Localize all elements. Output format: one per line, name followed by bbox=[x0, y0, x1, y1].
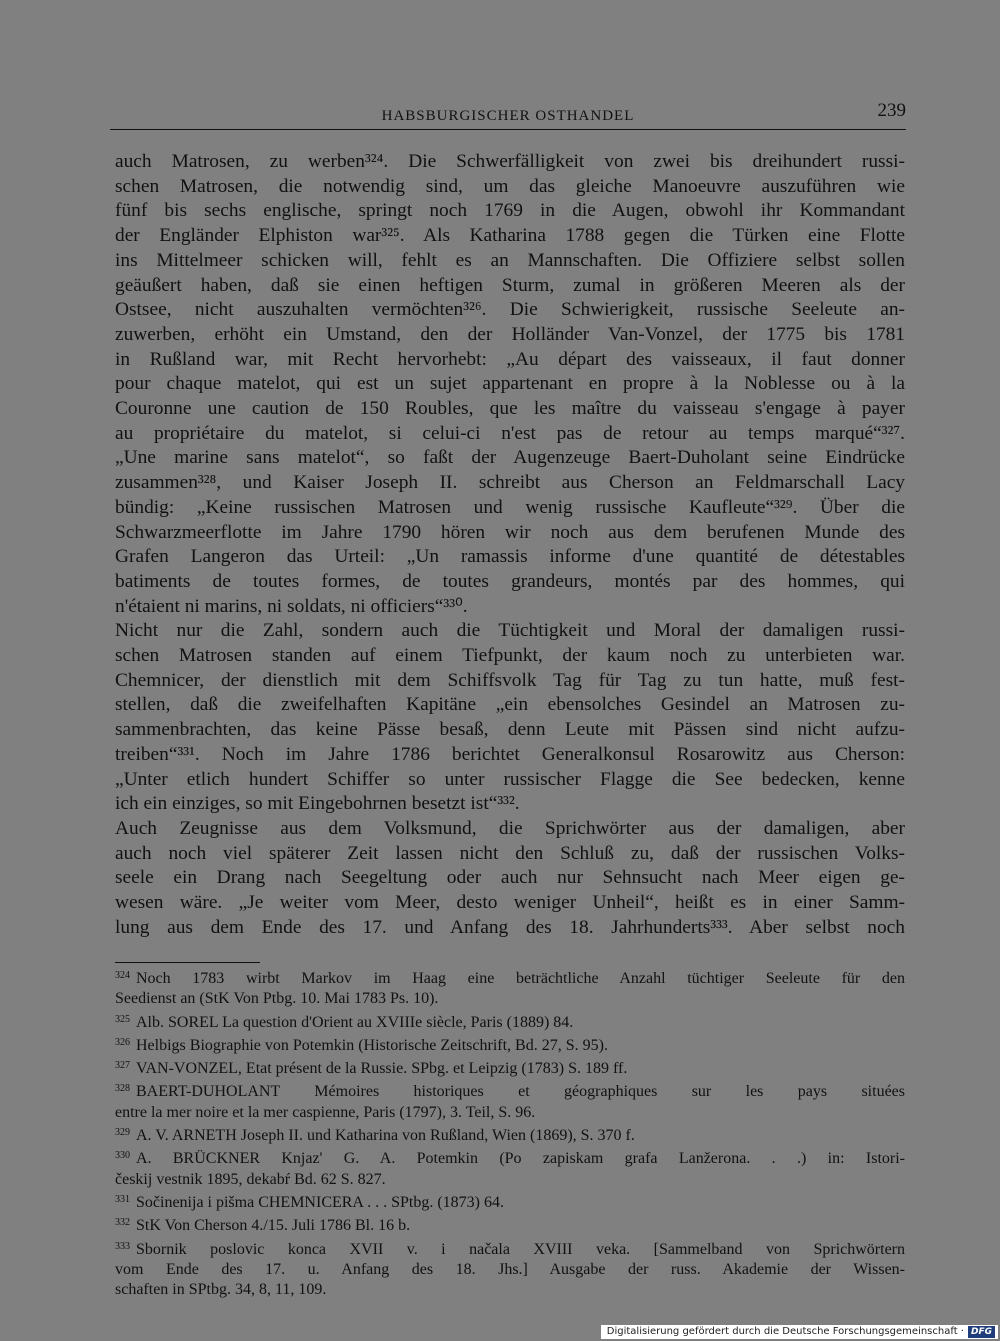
footnote bbox=[115, 1190, 905, 1213]
body-line: au propriétaire du matelot, si celui-ci n'est pas de retour au temps marqué“³²⁷. bbox=[115, 422, 905, 444]
body-line: geäußert haben, daß sie einen heftigen Sturm, zumal in größeren Meeren als der bbox=[115, 274, 905, 296]
body-line: schen Matrosen, die notwendig sind, um das gleiche Manoeuvre auszuführen wie bbox=[115, 175, 905, 197]
footnote-text: VAN-VONZEL, Etat présent de la Russie. SPbg. et Leipzig (1783) S. 189 ff. bbox=[136, 1060, 628, 1078]
body-line: zusammen³²⁸, und Kaiser Joseph II. schreibt aus Cherson an Feldmarschall Lacy bbox=[115, 472, 905, 494]
body-line: Auch Zeugnisse aus dem Volksmund, die Sprichwörter aus der damaligen, aber bbox=[115, 817, 905, 839]
footnote-line bbox=[115, 1260, 905, 1280]
page-number: 239 bbox=[877, 100, 906, 121]
footnote-text: Sočinenija i pišma CHEMNICERA . . . SPtbg. (1873) 64. bbox=[136, 1193, 504, 1211]
body-line: „Une marine sans matelot“, so faßt der Augenzeuge Baert-Duholant seine Eindrücke bbox=[115, 447, 905, 469]
body-paragraph bbox=[115, 150, 905, 619]
footnote bbox=[115, 1237, 905, 1301]
body-line: treiben“³³¹. Noch im Jahre 1786 berichtet Generalkonsul Rosarowitz aus Cherson: bbox=[115, 743, 905, 765]
footnote-text: A. V. ARNETH Joseph II. und Katharina von Rußland, Wien (1869), S. 370 f. bbox=[136, 1127, 635, 1145]
footnote bbox=[115, 1056, 905, 1079]
footnote-text: Seedienst an (StK Von Ptbg. 10. Mai 1783 Ps. 10). bbox=[115, 990, 439, 1008]
footnote-separator bbox=[115, 962, 260, 963]
footer-credit bbox=[601, 1325, 998, 1339]
footnote-text: entre la mer noire et la mer caspienne, Paris (1797), 3. Teil, S. 96. bbox=[115, 1103, 536, 1121]
footnote-number: 324 bbox=[115, 970, 130, 981]
footnote-line bbox=[115, 1010, 905, 1033]
footnote bbox=[115, 966, 905, 1010]
body-line: auch noch viel späterer Zeit lassen nicht den Schluß zu, daß der russischen Volks- bbox=[115, 842, 905, 864]
body-line: in Rußland war, mit Recht hervorhebt: „Au départ des vaisseaux, il faut donner bbox=[115, 348, 905, 370]
footnote-text: BAERT-DUHOLANT Mémoires historiques et géographiques sur les pays situées bbox=[136, 1083, 905, 1101]
body-line: wesen wäre. „Je weiter vom Meer, desto weniger Unheil“, heißt es in einer Samm- bbox=[115, 892, 905, 914]
footnote-text: vom Ende des 17. u. Anfang des 18. Jhs.] Ausgabe der russ. Akademie der Wissen- bbox=[115, 1260, 905, 1278]
body-line: Couronne une caution de 150 Roubles, que les maître du vaisseau s'engage à payer bbox=[115, 398, 905, 420]
footnote-line bbox=[115, 1103, 905, 1123]
footnote-line bbox=[115, 989, 905, 1009]
footnote-line bbox=[115, 1146, 905, 1169]
footnote-line bbox=[115, 1056, 905, 1079]
body-line: seele ein Drang nach Seegeltung oder auch nur Sehnsucht nach Meer eigen ge- bbox=[115, 867, 905, 889]
body-line: Chemnicer, der dienstlich mit dem Schiffsvolk Tag für Tag zu tun hatte, muß fest- bbox=[115, 669, 905, 691]
footnote-text: Helbigs Biographie von Potemkin (Historische Zeitschrift, Bd. 27, S. 95). bbox=[136, 1036, 608, 1054]
footnote-text: schaften in SPtbg. 34, 8, 11, 109. bbox=[115, 1281, 327, 1299]
footnote-number: 331 bbox=[115, 1193, 130, 1205]
body-line: fünf bis sechs englische, springt noch 1769 in die Augen, obwohl ihr Kommandant bbox=[115, 200, 905, 222]
body-line: Grafen Langeron das Urteil: „Un ramassis informe d'une quantité de détestables bbox=[115, 546, 905, 568]
footnote-number: 329 bbox=[115, 1127, 130, 1139]
footnote-line bbox=[115, 1170, 905, 1190]
footnote-line bbox=[115, 1237, 905, 1260]
running-title: HABSBURGISCHER OSTHANDEL bbox=[381, 108, 635, 124]
body-line: stellen, daß die zweifelhaften Kapitäne „ein ebensolches Gesindel an Matrosen zu- bbox=[115, 694, 905, 716]
footnote bbox=[115, 1010, 905, 1033]
body-paragraph bbox=[115, 619, 905, 817]
footnote-line bbox=[115, 1280, 905, 1300]
footnote-number: 325 bbox=[115, 1013, 130, 1025]
body-line: der Engländer Elphiston war³²⁵. Als Katharina 1788 gegen die Türken eine Flotte bbox=[115, 225, 905, 247]
body-line: pour chaque matelot, qui est un sujet appartenant en propre à la Noblesse ou à la bbox=[115, 373, 905, 395]
body-paragraph bbox=[115, 817, 905, 941]
body-line: Schwarzmeerflotte im Jahre 1790 hören wir noch aus dem berufenen Munde des bbox=[115, 521, 905, 543]
footnote-text: českij vestnik 1895, dekabŕ Bd. 62 S. 827. bbox=[115, 1170, 386, 1188]
footnote bbox=[115, 1213, 905, 1236]
body-line: zuwerben, erhöht ein Umstand, den der Holländer Van-Vonzel, der 1775 bis 1781 bbox=[115, 323, 905, 345]
footnote bbox=[115, 1033, 905, 1056]
dfg-logo: DFG bbox=[968, 1326, 995, 1338]
footnote-line bbox=[115, 1079, 905, 1102]
body-line: schen Matrosen standen auf einem Tiefpunkt, der kaum noch zu unterbieten war. bbox=[115, 645, 905, 667]
body-line: auch Matrosen, zu werben³²⁴. Die Schwerfälligkeit von zwei bis dreihundert russi- bbox=[115, 151, 905, 172]
body-line: ins Mittelmeer schicken will, fehlt es an Mannschaften. Die Offiziere selbst sollen bbox=[115, 249, 905, 271]
body-line: Ostsee, nicht auszuhalten vermöchten³²⁶. Die Schwierigkeit, russische Seeleute an- bbox=[115, 299, 905, 321]
body-line: Nicht nur die Zahl, sondern auch die Tüchtigkeit und Moral der damaligen russi- bbox=[115, 620, 905, 642]
footnote bbox=[115, 1123, 905, 1146]
footnote bbox=[115, 1146, 905, 1190]
footnote-line bbox=[115, 966, 905, 989]
footnote-line bbox=[115, 1123, 905, 1146]
footnote-text: A. BRÜCKNER Knjaz' G. A. Potemkin (Po zapiskam grafa Lanžerona. . .) in: Istori- bbox=[136, 1150, 905, 1168]
footnote-number: 327 bbox=[115, 1060, 130, 1072]
body-line: „Unter etlich hundert Schiffer so unter russischer Flagge die See bedecken, kenne bbox=[115, 768, 905, 790]
footnote-line bbox=[115, 1033, 905, 1056]
body-line: sammenbrachten, das keine Pässe besaß, denn Leute mit Pässen sind nicht aufzu- bbox=[115, 719, 905, 741]
body-text bbox=[115, 150, 905, 941]
footnote-text: Alb. SOREL La question d'Orient au XVIIIe siècle, Paris (1889) 84. bbox=[136, 1013, 574, 1031]
footnote-number: 326 bbox=[115, 1036, 130, 1048]
body-line: lung aus dem Ende des 17. und Anfang des 18. Jahrhunderts³³³. Aber selbst noch bbox=[115, 916, 905, 938]
footnote-number: 328 bbox=[115, 1083, 130, 1095]
footnotes bbox=[115, 966, 905, 1300]
footnote-text: StK Von Cherson 4./15. Juli 1786 Bl. 16 b. bbox=[136, 1217, 411, 1235]
page-header bbox=[110, 100, 906, 130]
footnote-line bbox=[115, 1213, 905, 1236]
body-line: n'étaient ni marins, ni soldats, ni officiers“³³⁰. bbox=[115, 595, 468, 617]
header-rule bbox=[110, 129, 906, 130]
footnote bbox=[115, 1079, 905, 1123]
footnote-text: Noch 1783 wirbt Markov im Haag eine beträchtliche Anzahl tüchtiger Seeleute für den bbox=[136, 970, 905, 987]
footnote-text: Sbornik poslovic konca XVII v. i načala XVIII veka. [Sammelband von Sprichwörtern bbox=[136, 1240, 905, 1258]
footnote-number: 330 bbox=[115, 1150, 130, 1162]
body-line: ich ein einziges, so mit Eingebohrnen besetzt ist“³³². bbox=[115, 793, 520, 815]
footer-text: Digitalisierung gefördert durch die Deutsche Forschungsgemeinschaft · bbox=[606, 1326, 964, 1337]
footnote-number: 332 bbox=[115, 1217, 130, 1229]
body-line: bündig: „Keine russischen Matrosen und wenig russische Kaufleute“³²⁹. Über die bbox=[115, 496, 905, 518]
body-line: batiments de toutes formes, de toutes grandeurs, montés par des hommes, qui bbox=[115, 570, 905, 592]
footnote-line bbox=[115, 1190, 905, 1213]
footnote-number: 333 bbox=[115, 1240, 130, 1252]
